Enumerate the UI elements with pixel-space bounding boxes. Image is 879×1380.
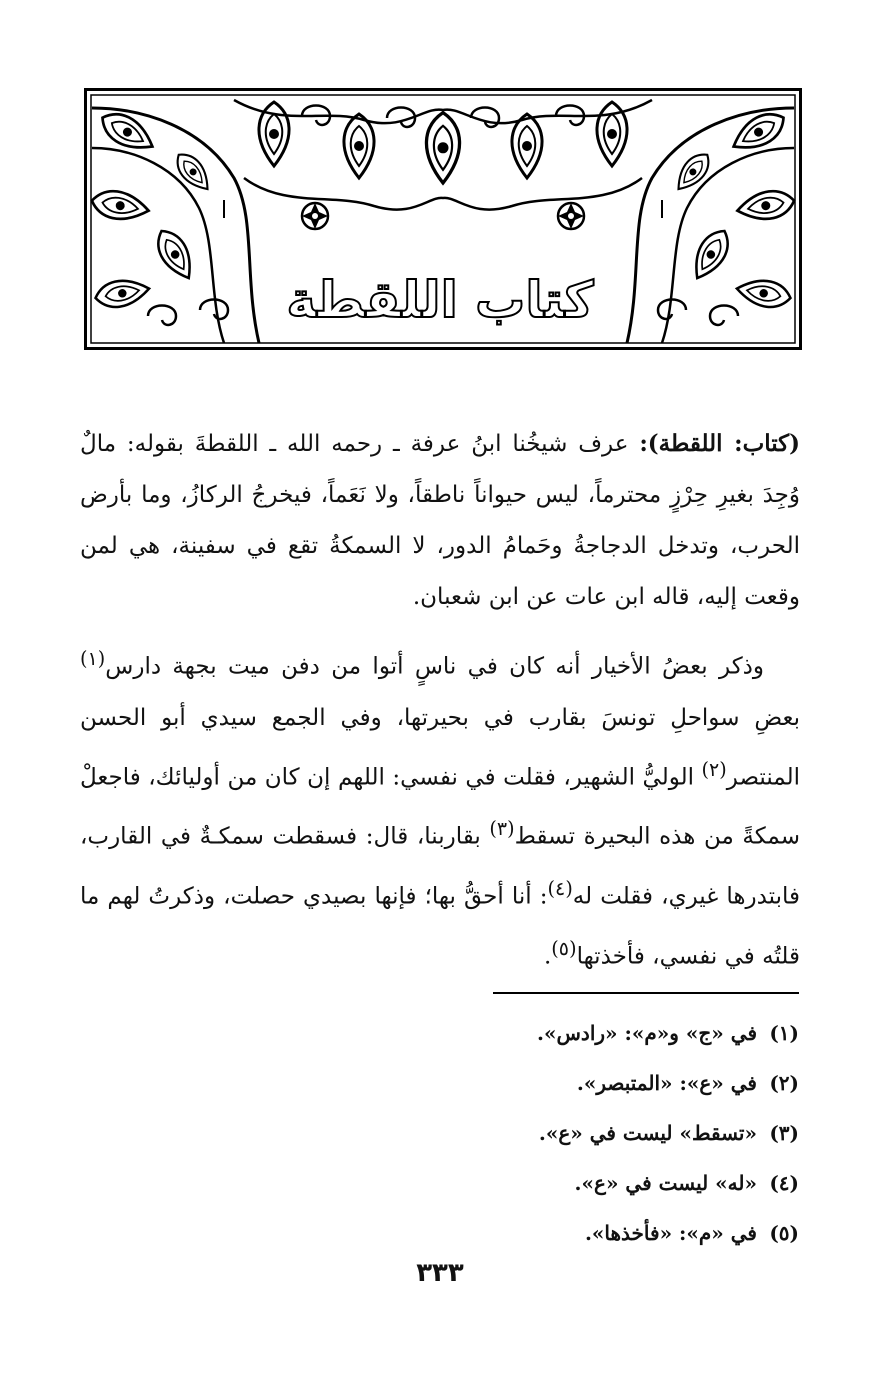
paragraph-1	[80, 418, 800, 623]
main-text	[80, 418, 800, 982]
footnote-divider	[493, 992, 799, 994]
footnote-number: (٢)	[769, 1071, 799, 1095]
paragraph-2-text-c: الوليُّ الشهير، فقلت في نفسي: اللهم إن كان من أوليائك، فاجعلْ سمكةً من هذه البحيرة تسقط	[80, 764, 800, 850]
footnote-text: في «م»: «فأخذها».	[584, 1221, 757, 1245]
paragraph-2-text-f: .	[543, 943, 552, 970]
footnote-item	[300, 1158, 799, 1208]
paragraph-2-text-e: : أنا أحقُّ بها؛ فإنها بصيدي حصلت، وذكرتُ لهم ما قلتُه في نفسي، فأخذتها	[80, 883, 800, 970]
footnote-number: (١)	[769, 1021, 799, 1045]
paragraph-2-text-a: وذكر بعضُ الأخيار أنه كان في ناسٍ أتوا من دفن ميت بجهة دارس	[105, 653, 764, 680]
footnote-item	[300, 1058, 799, 1108]
footnote-item	[300, 1108, 799, 1158]
footnote-text: في «ع»: «المتبصر».	[576, 1071, 757, 1095]
footnote-text: «له» ليست في «ع».	[574, 1171, 757, 1195]
paragraph-2-text-d: بقاربنا، قال: فسقطت سمكـةٌ في القارب، فابتدرها غيري، فقلت له	[80, 823, 800, 910]
footnote-text: «تسقط» ليست في «ع».	[538, 1121, 757, 1145]
footnote-marker-4[interactable]: (٤)	[547, 876, 573, 900]
footnote-number: (٥)	[769, 1221, 799, 1245]
footnote-text: في «ج» و«م»: «رادس».	[537, 1021, 757, 1045]
footnotes-list	[300, 1008, 799, 1258]
chapter-title-text: كتاب اللقطة	[286, 271, 594, 329]
page-number: ٣٣٣	[416, 1258, 464, 1288]
footnote-number: (٤)	[769, 1171, 799, 1195]
footnote-marker-5[interactable]: (٥)	[551, 936, 577, 960]
paragraph-1-text: عرف شيخُنا ابنُ عرفة ـ رحمه الله ـ اللقطةَ بقوله: مالٌ وُجِدَ بغيرِ حِرْزٍ محترماً، ليس حيواناً ناطقاً، ولا نَعَماً، فيخرجُ الركازُ، وما بأرض الحرب، وتدخل الدجاجةُ وحَمامُ الدور، لا السمكةُ تقع في سفينة، هي لمن وقعت إليه، قاله ابن عات عن ابن شعبان.	[80, 431, 800, 610]
footnote-number: (٣)	[769, 1121, 799, 1145]
footnote-marker-3[interactable]: (٣)	[489, 817, 515, 841]
section-lead: (كتاب: اللقطة):	[639, 430, 800, 457]
footnote-item	[300, 1008, 799, 1058]
chapter-title	[250, 255, 630, 345]
footnote-marker-1[interactable]: (١)	[80, 647, 106, 670]
paragraph-2-text-b: بعضِ سواحلِ تونسَ بقارب في بحيرتها، وفي الجمع سيدي أبو الحسن المنتصر	[80, 704, 800, 791]
footnote-marker-2[interactable]: (٢)	[701, 757, 727, 781]
footnote-item	[300, 1208, 799, 1258]
paragraph-2	[80, 633, 800, 982]
